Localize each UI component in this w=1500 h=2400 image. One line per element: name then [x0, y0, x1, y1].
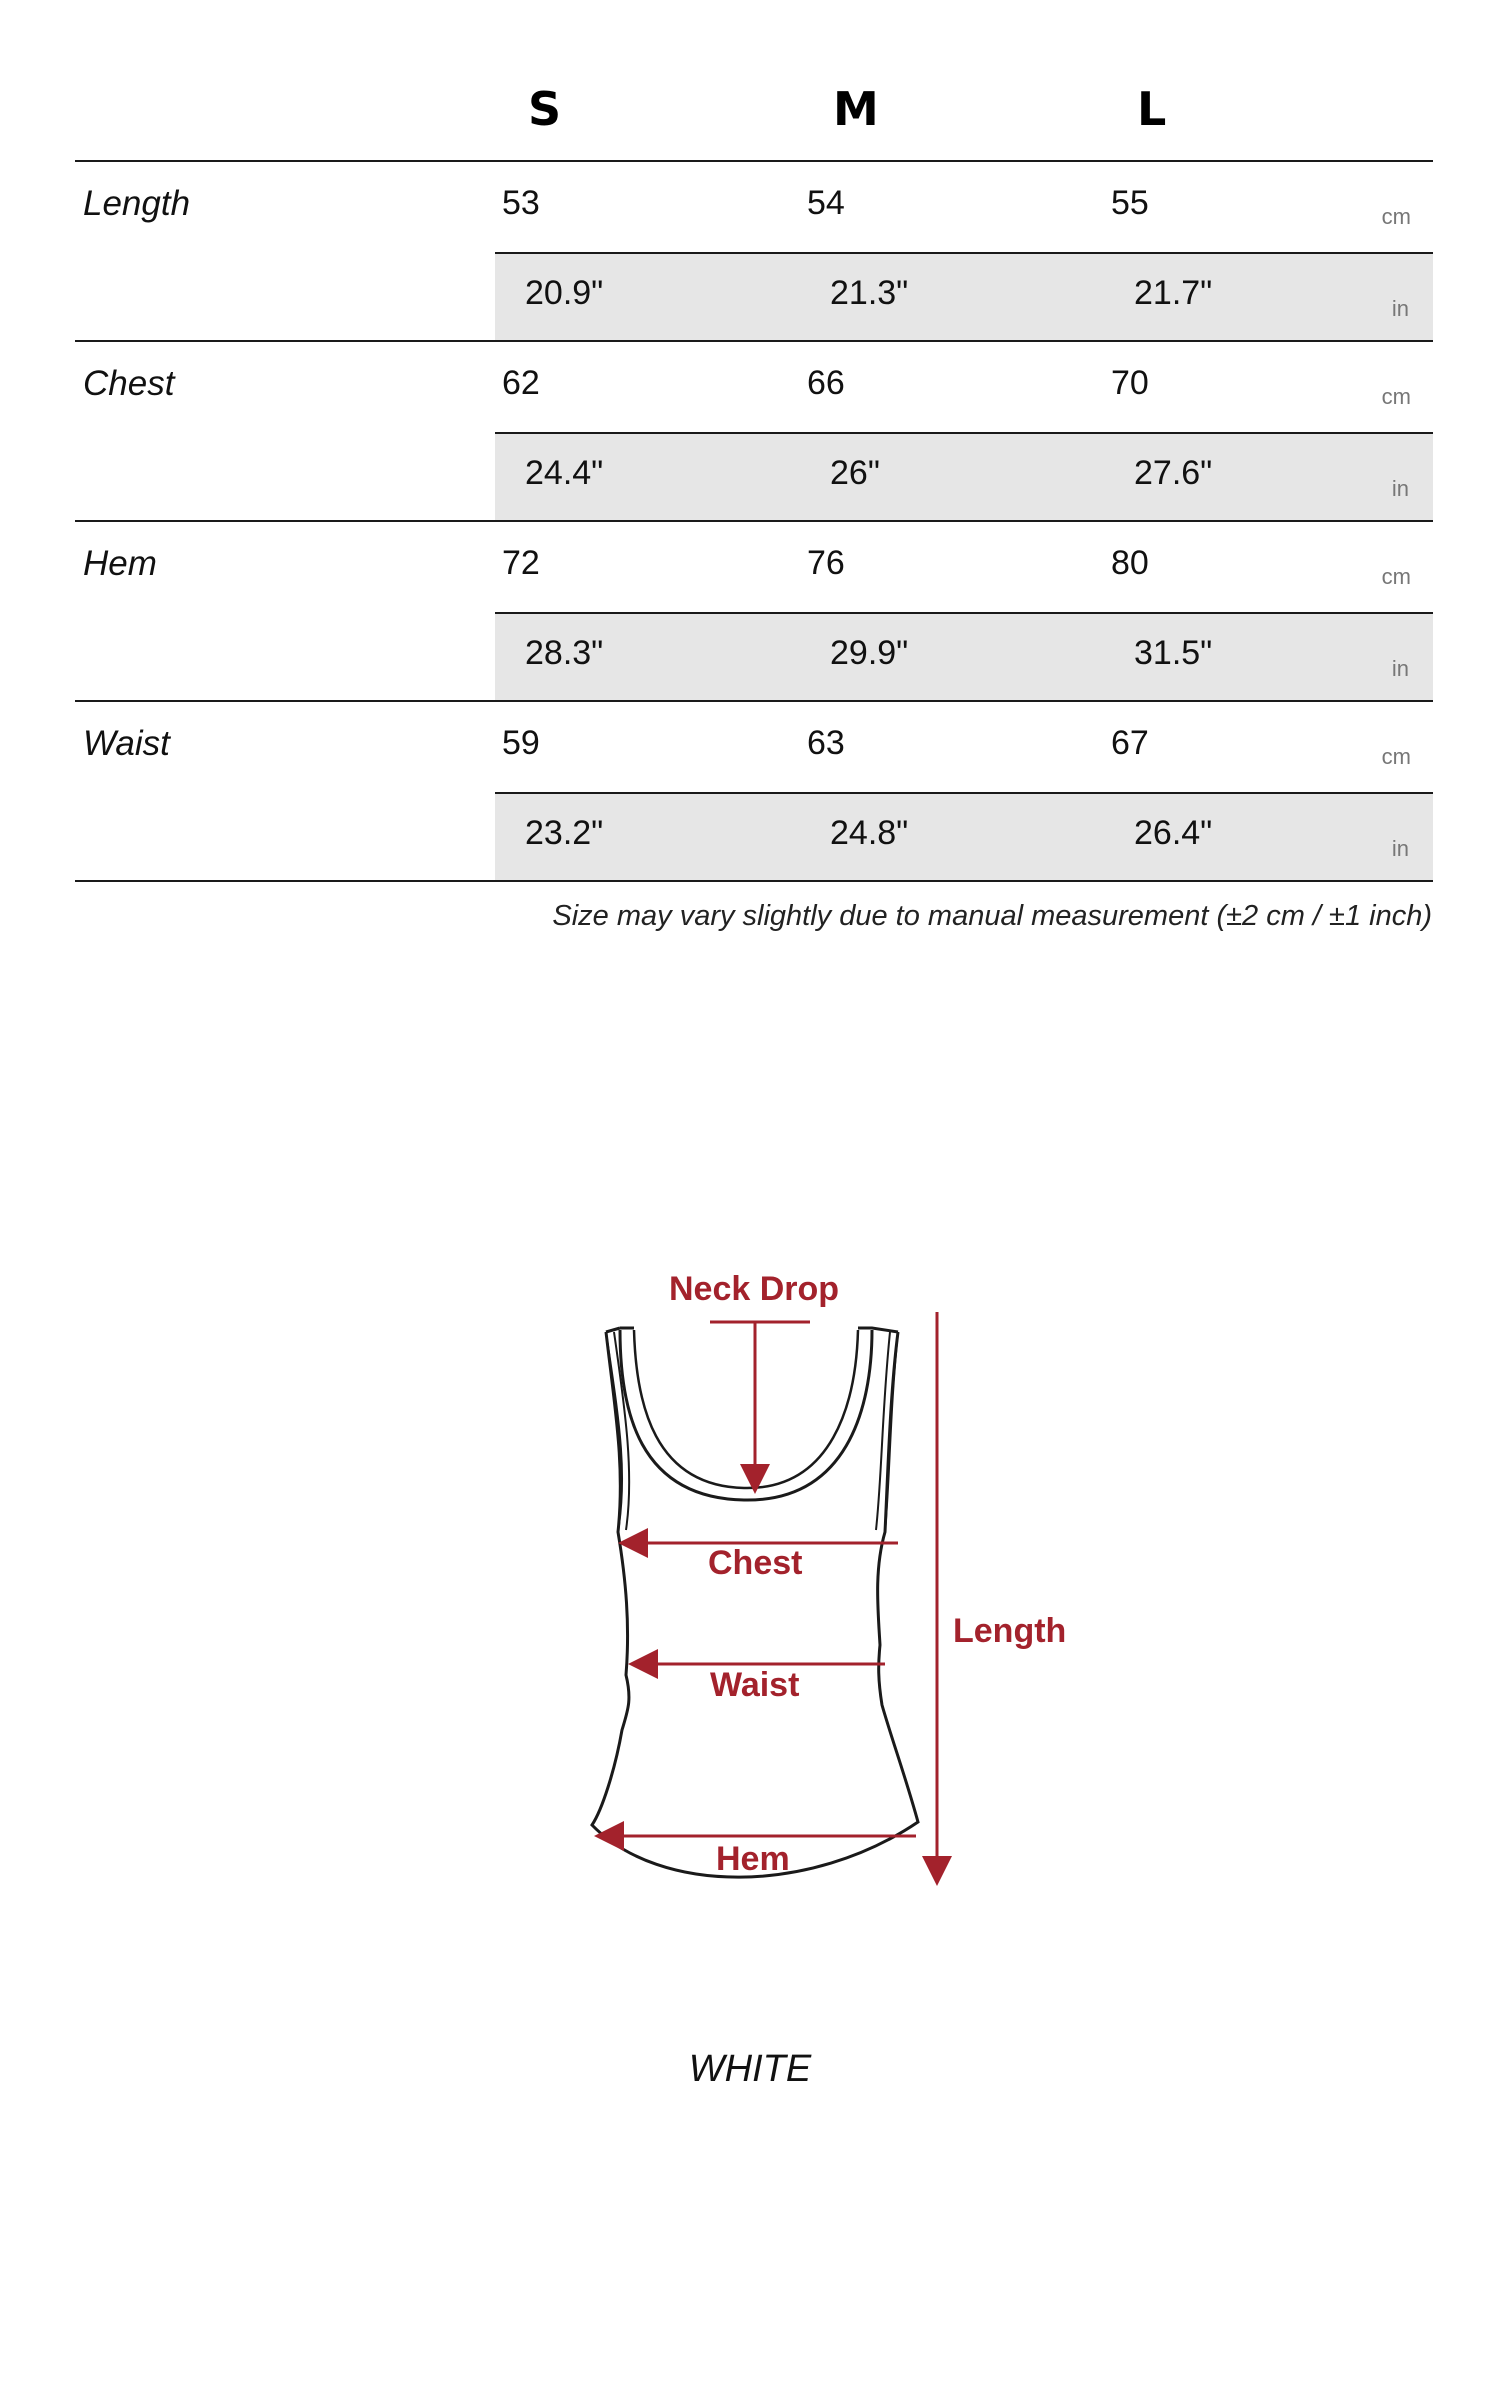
chest-label: Chest [708, 1544, 803, 1582]
cm-value-m: 66 [807, 364, 845, 402]
unit-in: in [1391, 656, 1409, 681]
measure-label: Chest [83, 364, 175, 403]
in-value-l: 26.4" [1134, 814, 1213, 852]
inch-row [495, 792, 1433, 880]
tank-top-measurement-diagram [560, 1270, 1080, 1910]
measure-group-chest [75, 340, 1433, 520]
in-value-s: 24.4" [525, 454, 604, 492]
unit-in: in [1391, 836, 1409, 861]
in-value-s: 23.2" [525, 814, 604, 852]
cm-value-l: 70 [1111, 364, 1149, 402]
length-label: Length [953, 1612, 1067, 1650]
inch-row [495, 612, 1433, 700]
in-value-l: 27.6" [1134, 454, 1213, 492]
size-chart-table [75, 80, 1433, 882]
size-header-m: M [833, 82, 879, 136]
in-value-l: 31.5" [1134, 634, 1213, 672]
unit-cm: cm [1381, 744, 1411, 769]
cm-value-s: 59 [502, 724, 540, 762]
cm-value-s: 62 [502, 364, 540, 402]
in-value-l: 21.7" [1134, 274, 1213, 312]
unit-in: in [1391, 296, 1409, 321]
unit-cm: cm [1381, 204, 1411, 229]
unit-cm: cm [1381, 384, 1411, 409]
cm-row [495, 342, 1433, 432]
in-value-m: 21.3" [830, 274, 909, 312]
cm-value-l: 55 [1111, 184, 1149, 222]
hem-label: Hem [716, 1840, 790, 1878]
in-value-m: 24.8" [830, 814, 909, 852]
cm-value-m: 63 [807, 724, 845, 762]
size-header-l: L [1137, 82, 1167, 136]
inch-row [495, 252, 1433, 340]
cm-value-s: 72 [502, 544, 540, 582]
in-value-s: 28.3" [525, 634, 604, 672]
cm-row [495, 162, 1433, 252]
unit-in: in [1391, 476, 1409, 501]
unit-cm: cm [1381, 564, 1411, 589]
in-value-s: 20.9" [525, 274, 604, 312]
cm-row [495, 522, 1433, 612]
cm-value-m: 54 [807, 184, 845, 222]
cm-value-l: 80 [1111, 544, 1149, 582]
tank-top-illustration [560, 1270, 1080, 1910]
measure-group-waist [75, 700, 1433, 882]
measure-label: Length [83, 184, 191, 223]
neck-drop-label: Neck Drop [669, 1270, 840, 1308]
measurement-disclaimer: Size may vary slightly due to manual measurement (±2 cm / ±1 inch) [552, 900, 1432, 932]
cm-row [495, 702, 1433, 792]
measure-group-length [75, 160, 1433, 340]
size-header-s: S [528, 82, 562, 136]
measure-group-hem [75, 520, 1433, 700]
measure-label: Waist [83, 724, 170, 763]
waist-label: Waist [710, 1666, 800, 1704]
cm-value-l: 67 [1111, 724, 1149, 762]
in-value-m: 26" [830, 454, 880, 492]
measure-label: Hem [83, 544, 157, 583]
cm-value-s: 53 [502, 184, 540, 222]
inch-row [495, 432, 1433, 520]
size-header-row [75, 80, 1433, 160]
in-value-m: 29.9" [830, 634, 909, 672]
color-name-label: WHITE [688, 2048, 812, 2090]
cm-value-m: 76 [807, 544, 845, 582]
